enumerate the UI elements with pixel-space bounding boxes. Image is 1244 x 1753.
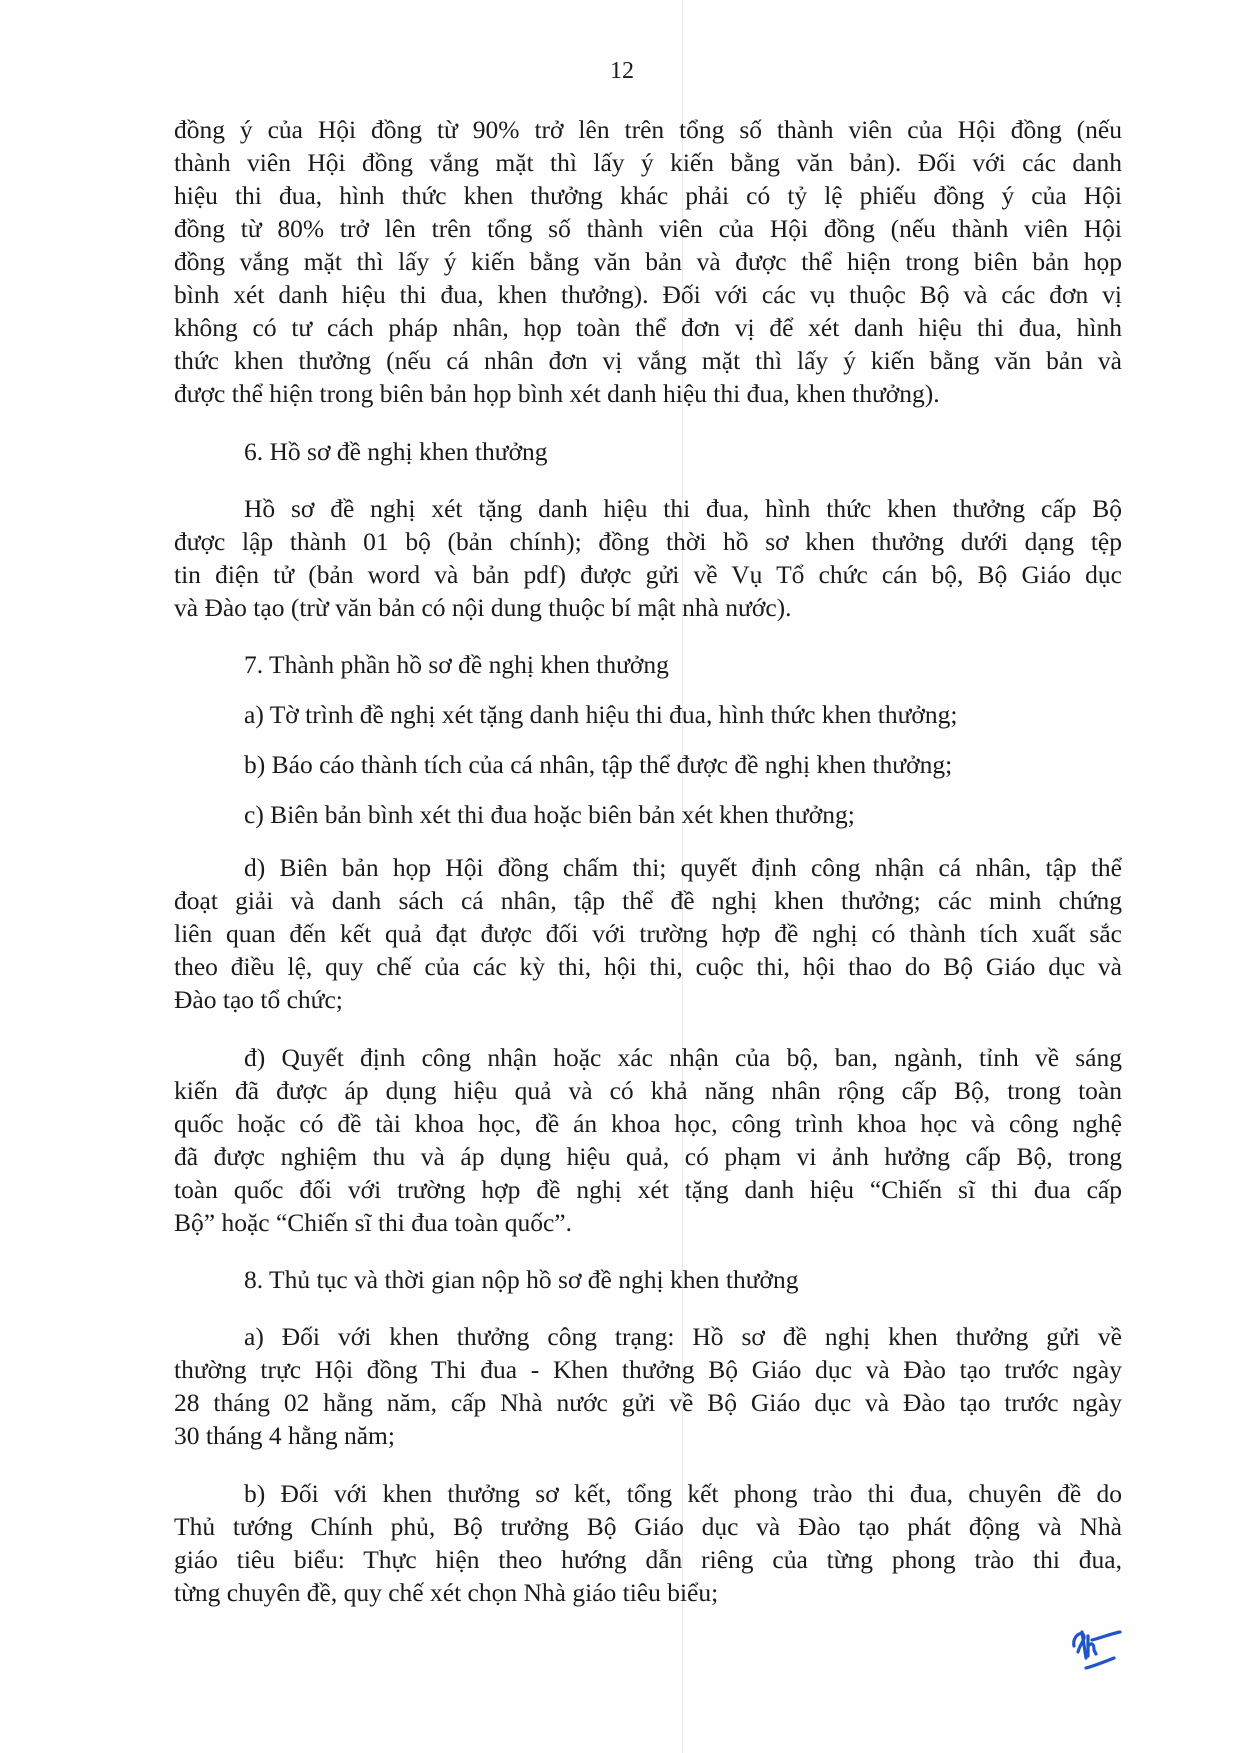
section-heading-8: 8. Thủ tục và thời gian nộp hồ sơ đề nghị khen thưởng bbox=[244, 1265, 799, 1294]
text-line: và Đào tạo (trừ văn bản có nội dung thuộc bí mật nhà nước). bbox=[174, 593, 792, 622]
text-line: Bộ” hoặc “Chiến sĩ thi đua toàn quốc”. bbox=[174, 1208, 572, 1237]
text-line: đồng từ 80% trở lên trên tổng số thành viên của Hội đồng (nếu thành viên Hội bbox=[174, 214, 1122, 243]
text-line: 30 tháng 4 hằng năm; bbox=[174, 1421, 395, 1450]
text-line: thường trực Hội đồng Thi đua - Khen thưởng Bộ Giáo dục và Đào tạo trước ngày bbox=[174, 1355, 1122, 1384]
text-line: không có tư cách pháp nhân, họp toàn thể đơn vị để xét danh hiệu thi đua, hình bbox=[174, 313, 1122, 342]
text-line: hiệu thi đua, hình thức khen thưởng khác phải có tỷ lệ phiếu đồng ý của Hội bbox=[174, 181, 1122, 210]
signature-initials-icon bbox=[1068, 1622, 1128, 1672]
text-line: toàn quốc đối với trường hợp đề nghị xét tặng danh hiệu “Chiến sĩ thi đua cấp bbox=[174, 1175, 1122, 1204]
text-line: kiến đã được áp dụng hiệu quả và có khả năng nhân rộng cấp Bộ, trong toàn bbox=[174, 1076, 1122, 1105]
list-item-7b: b) Báo cáo thành tích của cá nhân, tập thể được đề nghị khen thưởng; bbox=[244, 750, 953, 779]
text-line: thức khen thưởng (nếu cá nhân đơn vị vắng mặt thì lấy ý kiến bằng văn bản và bbox=[174, 346, 1122, 375]
text-line: thành viên Hội đồng vắng mặt thì lấy ý kiến bằng văn bản). Đối với các danh bbox=[174, 148, 1122, 177]
text-line: đồng ý của Hội đồng từ 90% trở lên trên tổng số thành viên của Hội đồng (nếu bbox=[174, 115, 1122, 144]
text-line: bình xét danh hiệu thi đua, khen thưởng). Đối với các vụ thuộc Bộ và các đơn vị bbox=[174, 280, 1122, 309]
text-line: được lập thành 01 bộ (bản chính); đồng thời hồ sơ khen thưởng dưới dạng tệp bbox=[174, 527, 1122, 556]
text-line: Hồ sơ đề nghị xét tặng danh hiệu thi đua, hình thức khen thưởng cấp Bộ bbox=[244, 494, 1122, 523]
text-line: quốc hoặc có đề tài khoa học, đề án khoa học, công trình khoa học và công nghệ bbox=[174, 1109, 1122, 1138]
section-heading-7: 7. Thành phần hồ sơ đề nghị khen thưởng bbox=[244, 650, 669, 679]
text-line: đoạt giải và danh sách cá nhân, tập thể đề nghị khen thưởng; các minh chứng bbox=[174, 886, 1122, 915]
text-line: Thủ tướng Chính phủ, Bộ trưởng Bộ Giáo dục và Đào tạo phát động và Nhà bbox=[174, 1512, 1122, 1541]
text-line: giáo tiêu biểu: Thực hiện theo hướng dẫn riêng của từng phong trào thi đua, bbox=[174, 1545, 1122, 1574]
text-line: tin điện tử (bản word và bản pdf) được gửi về Vụ Tổ chức cán bộ, Bộ Giáo dục bbox=[174, 560, 1122, 589]
list-item-7a: a) Tờ trình đề nghị xét tặng danh hiệu thi đua, hình thức khen thưởng; bbox=[244, 700, 958, 729]
text-line: được thể hiện trong biên bản họp bình xét danh hiệu thi đua, khen thưởng). bbox=[174, 379, 940, 408]
list-item-7c: c) Biên bản bình xét thi đua hoặc biên bản xét khen thưởng; bbox=[244, 800, 855, 829]
text-line: Đào tạo tổ chức; bbox=[174, 985, 343, 1014]
text-line: đã được nghiệm thu và áp dụng hiệu quả, có phạm vi ảnh hưởng cấp Bộ, trong bbox=[174, 1142, 1122, 1171]
text-line: liên quan đến kết quả đạt được đối với trường hợp đề nghị có thành tích xuất sắc bbox=[174, 919, 1122, 948]
text-line: từng chuyên đề, quy chế xét chọn Nhà giáo tiêu biểu; bbox=[174, 1578, 719, 1607]
text-line: đồng vắng mặt thì lấy ý kiến bằng văn bản và được thể hiện trong biên bản họp bbox=[174, 247, 1122, 276]
text-line: d) Biên bản họp Hội đồng chấm thi; quyết định công nhận cá nhân, tập thể bbox=[244, 853, 1122, 882]
page-number: 12 bbox=[610, 58, 634, 84]
text-line: b) Đối với khen thưởng sơ kết, tổng kết phong trào thi đua, chuyên đề do bbox=[244, 1479, 1122, 1508]
text-line: theo điều lệ, quy chế của các kỳ thi, hội thi, cuộc thi, hội thao do Bộ Giáo dục và bbox=[174, 952, 1122, 981]
text-line: đ) Quyết định công nhận hoặc xác nhận của bộ, ban, ngành, tỉnh về sáng bbox=[244, 1043, 1122, 1072]
section-heading-6: 6. Hồ sơ đề nghị khen thưởng bbox=[244, 437, 548, 466]
text-line: a) Đối với khen thưởng công trạng: Hồ sơ đề nghị khen thưởng gửi về bbox=[244, 1322, 1122, 1351]
text-line: 28 tháng 02 hằng năm, cấp Nhà nước gửi về Bộ Giáo dục và Đào tạo trước ngày bbox=[174, 1388, 1122, 1417]
